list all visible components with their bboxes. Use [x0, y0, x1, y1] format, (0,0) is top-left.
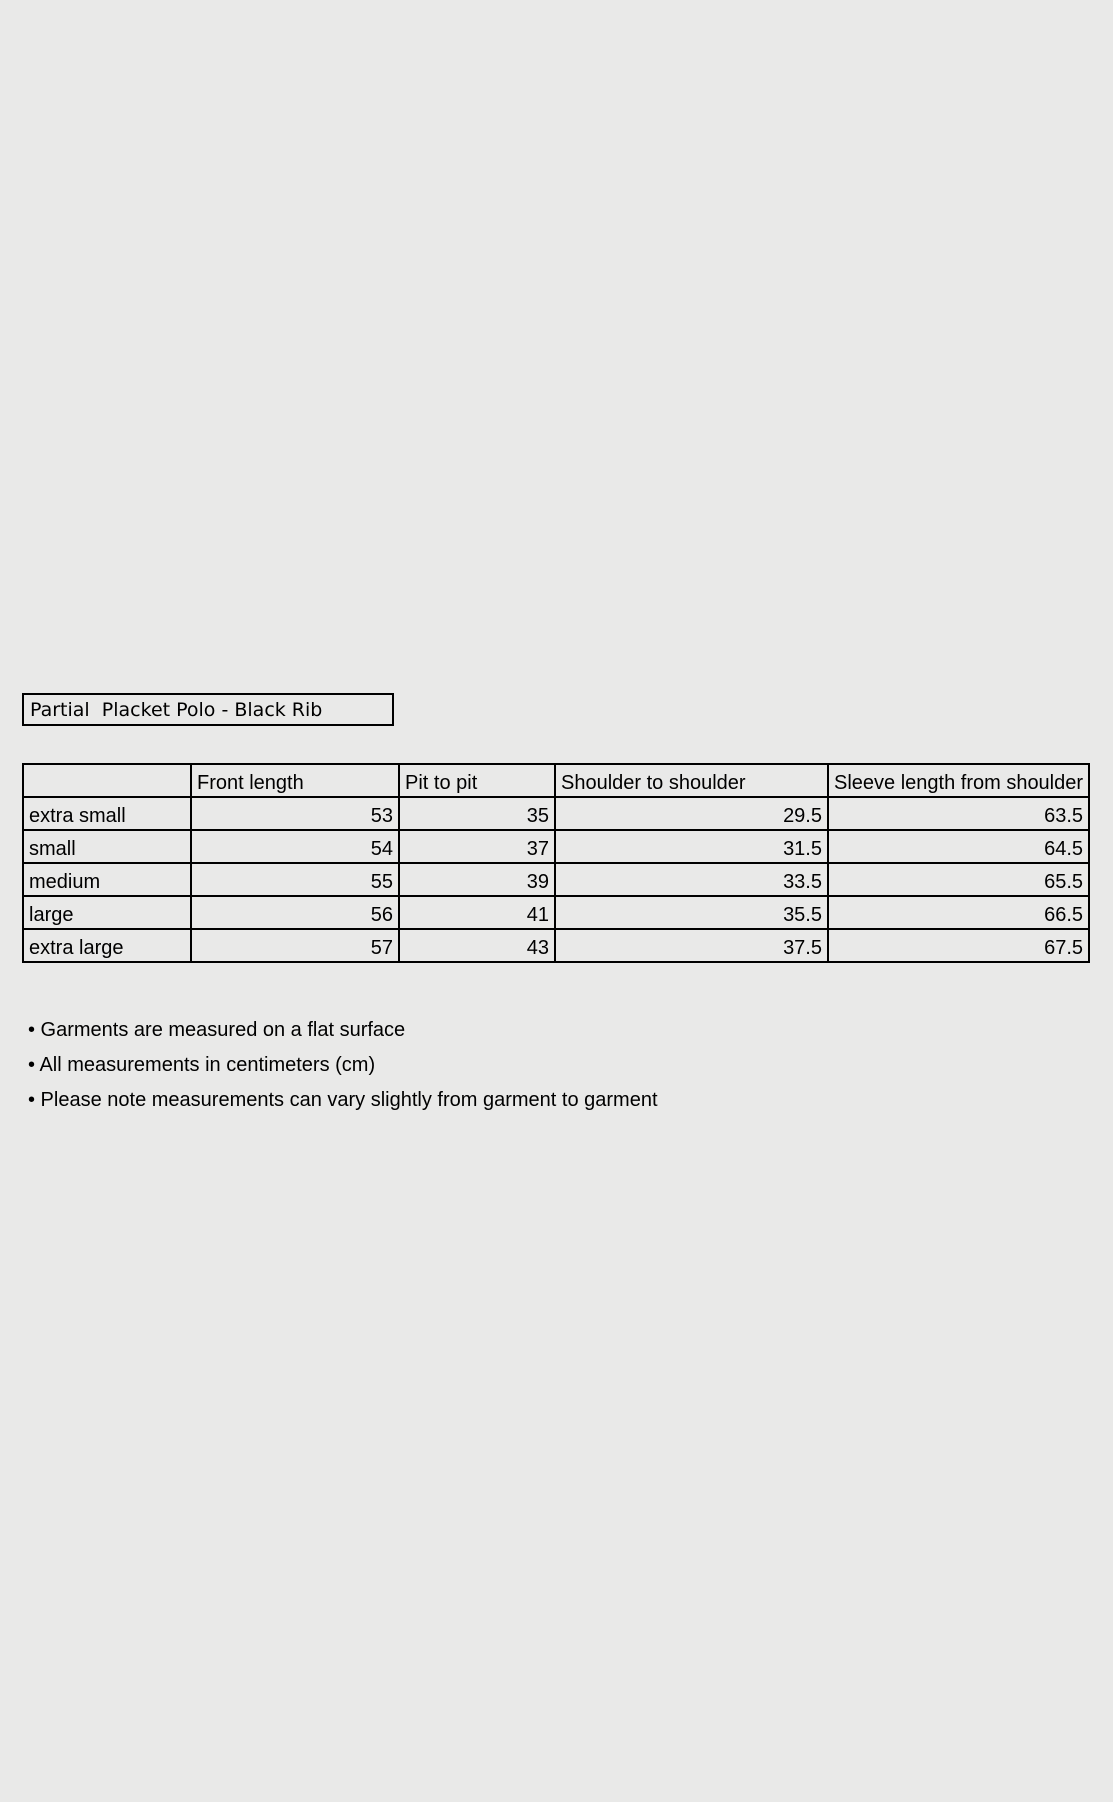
- table-row: [23, 830, 1089, 863]
- size-label: medium: [23, 863, 191, 896]
- shoulder-to-shoulder-value: 37.5: [555, 929, 828, 962]
- shoulder-to-shoulder-value: 31.5: [555, 830, 828, 863]
- table-row: [23, 797, 1089, 830]
- pit-to-pit-value: 37: [399, 830, 555, 863]
- size-chart-table: [22, 763, 1090, 963]
- sleeve-length-value: 66.5: [828, 896, 1089, 929]
- table-row: [23, 896, 1089, 929]
- header-size: [23, 764, 191, 797]
- note-variation: • Please note measurements can vary slightly from garment to garment: [28, 1089, 658, 1111]
- front-length-value: 53: [191, 797, 399, 830]
- pit-to-pit-value: 43: [399, 929, 555, 962]
- front-length-value: 54: [191, 830, 399, 863]
- note-flat-surface: • Garments are measured on a flat surface: [28, 1019, 406, 1041]
- size-label: extra large: [23, 929, 191, 962]
- header-shoulder-to-shoulder: Shoulder to shoulder: [555, 764, 828, 797]
- pit-to-pit-value: 35: [399, 797, 555, 830]
- measurement-notes: [28, 1013, 658, 1118]
- size-label: extra small: [23, 797, 191, 830]
- header-front-length: Front length: [191, 764, 399, 797]
- pit-to-pit-value: 41: [399, 896, 555, 929]
- sleeve-length-value: 67.5: [828, 929, 1089, 962]
- sleeve-length-value: 63.5: [828, 797, 1089, 830]
- table-row: [23, 929, 1089, 962]
- pit-to-pit-value: 39: [399, 863, 555, 896]
- size-label: large: [23, 896, 191, 929]
- shoulder-to-shoulder-value: 33.5: [555, 863, 828, 896]
- front-length-value: 55: [191, 863, 399, 896]
- front-length-value: 57: [191, 929, 399, 962]
- shoulder-to-shoulder-value: 29.5: [555, 797, 828, 830]
- size-label: small: [23, 830, 191, 863]
- shoulder-to-shoulder-value: 35.5: [555, 896, 828, 929]
- header-pit-to-pit: Pit to pit: [399, 764, 555, 797]
- product-title: Partial Placket Polo - Black Rib: [22, 693, 394, 726]
- table-header-row: [23, 764, 1089, 797]
- header-sleeve-length: Sleeve length from shoulder: [828, 764, 1089, 797]
- sleeve-length-value: 65.5: [828, 863, 1089, 896]
- table-row: [23, 863, 1089, 896]
- sleeve-length-value: 64.5: [828, 830, 1089, 863]
- front-length-value: 56: [191, 896, 399, 929]
- note-centimeters: • All measurements in centimeters (cm): [28, 1054, 376, 1076]
